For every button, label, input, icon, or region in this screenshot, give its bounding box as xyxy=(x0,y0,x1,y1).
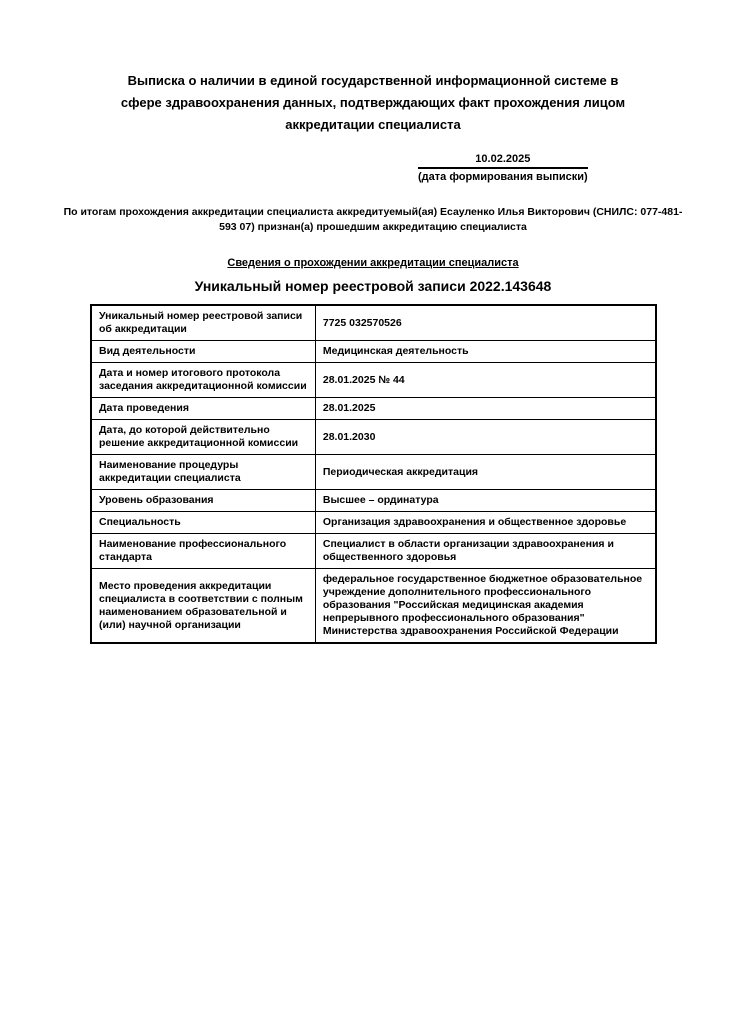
section-heading: Сведения о прохождении аккредитации специалиста xyxy=(227,257,519,269)
field-label: Место проведения аккредитации специалиста в соответствии с полным наименованием образовательной и (или) научной организации xyxy=(91,569,315,644)
table-row xyxy=(91,420,656,455)
accreditation-table xyxy=(90,304,657,644)
table-row xyxy=(91,455,656,490)
field-value: 7725 032570526 xyxy=(315,305,656,341)
table-row xyxy=(91,534,656,569)
field-label: Уникальный номер реестровой записи об аккредитации xyxy=(91,305,315,341)
table-row xyxy=(91,305,656,341)
registry-number-heading: Уникальный номер реестровой записи 2022.143648 xyxy=(194,278,552,294)
field-label: Вид деятельности xyxy=(91,341,315,363)
field-value: 28.01.2030 xyxy=(315,420,656,455)
field-value: Медицинская деятельность xyxy=(315,341,656,363)
extract-date-caption: (дата формирования выписки) xyxy=(418,171,588,183)
field-label: Наименование процедуры аккредитации специалиста xyxy=(91,455,315,490)
table-row xyxy=(91,398,656,420)
field-value: Высшее – ординатура xyxy=(315,490,656,512)
field-label: Дата, до которой действительно решение аккредитационной комиссии xyxy=(91,420,315,455)
document-title: Выписка о наличии в единой государственной информационной системе в сфере здравоохранения данных, подтверждающих факт прохождения лицом аккредитации специалиста xyxy=(120,73,626,132)
field-value: Организация здравоохранения и общественное здоровье xyxy=(315,512,656,534)
field-label: Специальность xyxy=(91,512,315,534)
field-label: Дата проведения xyxy=(91,398,315,420)
extract-date-value: 10.02.2025 xyxy=(418,153,588,169)
table-row xyxy=(91,363,656,398)
table-row xyxy=(91,341,656,363)
extract-date-block xyxy=(60,153,686,185)
field-value: Периодическая аккредитация xyxy=(315,455,656,490)
field-label: Наименование профессионального стандарта xyxy=(91,534,315,569)
intro-paragraph: По итогам прохождения аккредитации специалиста аккредитуемый(ая) Есауленко Илья Викторович (СНИЛС: 077-481-593 07) признан(а) прошедшим аккредитацию специалиста xyxy=(63,206,683,233)
table-row xyxy=(91,512,656,534)
field-label: Уровень образования xyxy=(91,490,315,512)
field-value: Специалист в области организации здравоохранения и общественного здоровья xyxy=(315,534,656,569)
field-value: 28.01.2025 № 44 xyxy=(315,363,656,398)
field-value: 28.01.2025 xyxy=(315,398,656,420)
table-row xyxy=(91,490,656,512)
field-label: Дата и номер итогового протокола заседания аккредитационной комиссии xyxy=(91,363,315,398)
table-row xyxy=(91,569,656,644)
field-value: федеральное государственное бюджетное образовательное учреждение дополнительного профессионального образования "Российская медицинская академия непрерывного профессионального образования" Министерства здравоохранения Российской Федерации xyxy=(315,569,656,644)
extract-date xyxy=(418,153,588,183)
